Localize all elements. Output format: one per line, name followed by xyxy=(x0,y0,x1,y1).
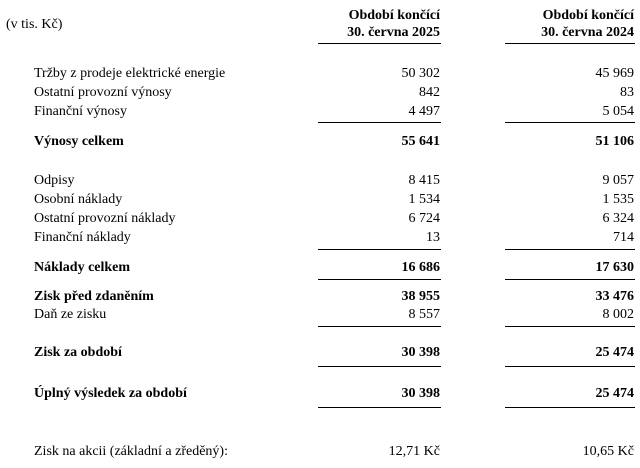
row-label: Osobní náklady xyxy=(34,192,123,207)
value-2024: 17 630 xyxy=(595,260,634,275)
column-header-2024 xyxy=(474,7,634,41)
row-label: Zisk na akcii (základní a zředěný): xyxy=(34,444,228,459)
subtotal-rule xyxy=(318,326,441,327)
value-2025: 50 302 xyxy=(401,66,440,81)
row-label: Tržby z prodeje elektrické energie xyxy=(34,66,226,81)
value-2025: 55 641 xyxy=(401,134,440,149)
column-header-2024-line1: Období končící xyxy=(542,8,634,23)
value-2025: 6 724 xyxy=(408,211,440,226)
value-2024: 9 057 xyxy=(602,173,634,188)
table-row xyxy=(0,230,640,248)
value-2025: 842 xyxy=(419,85,440,100)
row-label: Ostatní provozní výnosy xyxy=(34,85,172,100)
value-2025: 8 557 xyxy=(408,307,440,322)
value-2025: 1 534 xyxy=(408,192,440,207)
value-2025: 8 415 xyxy=(408,173,440,188)
row-label: Zisk před zdaněním xyxy=(34,289,154,304)
row-label: Ostatní provozní náklady xyxy=(34,211,176,226)
value-2025: 30 398 xyxy=(401,345,440,360)
table-row xyxy=(0,85,640,103)
row-label: Zisk za období xyxy=(34,345,122,360)
row-label: Úplný výsledek za období xyxy=(34,386,187,401)
value-2024: 51 106 xyxy=(595,134,634,149)
value-2024: 25 474 xyxy=(595,386,634,401)
value-2024: 8 002 xyxy=(602,307,634,322)
total-rule xyxy=(318,279,441,280)
value-2024: 45 969 xyxy=(595,66,634,81)
row-label: Výnosy celkem xyxy=(34,134,124,149)
total-rule xyxy=(318,407,441,408)
row-label: Finanční výnosy xyxy=(34,104,127,119)
row-label: Daň ze zisku xyxy=(34,307,107,322)
table-row xyxy=(0,211,640,229)
column-header-2025 xyxy=(280,7,440,41)
value-2024: 83 xyxy=(620,85,634,100)
total-row xyxy=(0,289,640,307)
total-row xyxy=(0,345,640,363)
table-row xyxy=(0,173,640,191)
table-row xyxy=(0,104,640,122)
total-rule xyxy=(505,407,635,408)
row-label: Odpisy xyxy=(34,173,75,188)
eps-row xyxy=(0,444,640,462)
unit-label: (v tis. Kč) xyxy=(6,17,63,32)
table-row xyxy=(0,192,640,210)
total-row xyxy=(0,386,640,404)
column-header-2025-line2: 30. června 2025 xyxy=(347,25,440,40)
value-2025: 16 686 xyxy=(401,260,440,275)
value-2025: 4 497 xyxy=(408,104,440,119)
header-rule-2024 xyxy=(505,43,635,44)
value-2025: 13 xyxy=(426,230,440,245)
total-rule xyxy=(505,366,635,367)
subtotal-rule xyxy=(505,326,635,327)
total-row xyxy=(0,260,640,278)
value-2025: 38 955 xyxy=(401,289,440,304)
value-2024: 25 474 xyxy=(595,345,634,360)
value-2025: 12,71 Kč xyxy=(388,444,440,459)
value-2024: 6 324 xyxy=(602,211,634,226)
column-header-2024-line2: 30. června 2024 xyxy=(541,25,634,40)
value-2024: 714 xyxy=(613,230,634,245)
value-2025: 30 398 xyxy=(401,386,440,401)
subtotal-rule xyxy=(318,249,441,250)
row-label: Náklady celkem xyxy=(34,260,131,275)
table-row xyxy=(0,66,640,84)
total-row xyxy=(0,134,640,152)
total-rule xyxy=(318,366,441,367)
column-header-2025-line1: Období končící xyxy=(348,8,440,23)
subtotal-rule xyxy=(318,122,441,123)
header-rule-2025 xyxy=(318,43,441,44)
row-label: Finanční náklady xyxy=(34,230,131,245)
total-rule xyxy=(505,279,635,280)
value-2024: 33 476 xyxy=(595,289,634,304)
value-2024: 1 535 xyxy=(602,192,634,207)
subtotal-rule xyxy=(505,249,635,250)
value-2024: 5 054 xyxy=(602,104,634,119)
subtotal-rule xyxy=(505,122,635,123)
value-2024: 10,65 Kč xyxy=(582,444,634,459)
table-row xyxy=(0,307,640,325)
